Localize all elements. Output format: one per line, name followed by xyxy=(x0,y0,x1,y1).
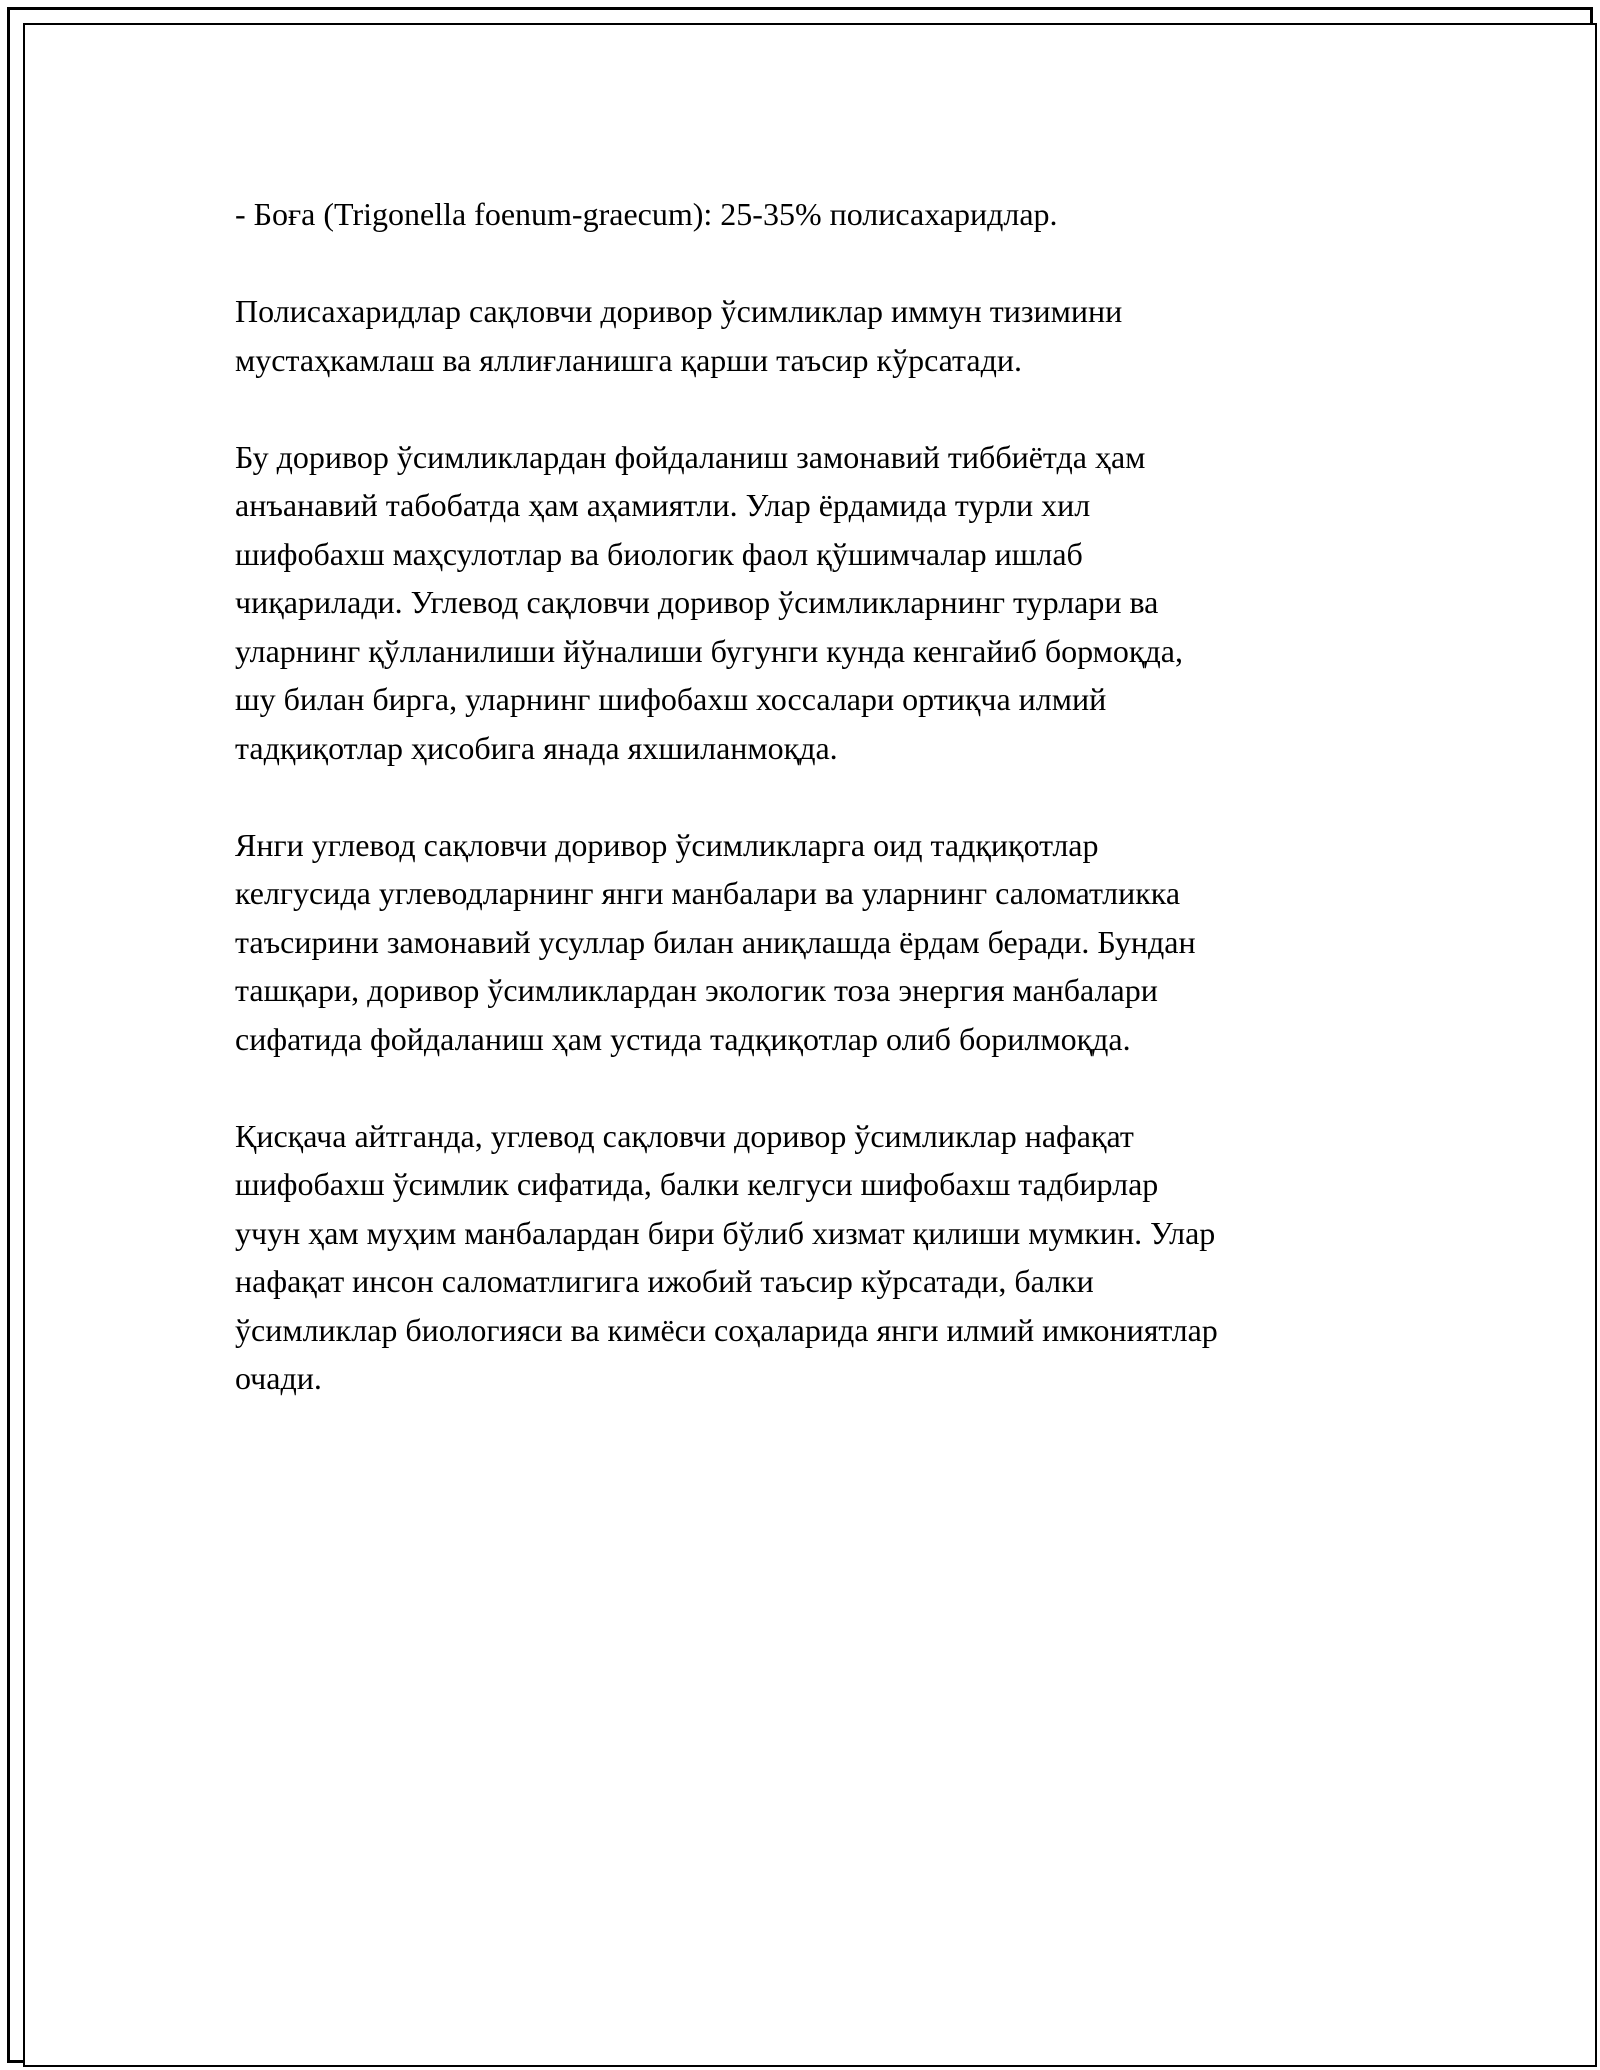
text-line: тадқиқотлар ҳисобига янада яхшиланмоқда. xyxy=(235,729,838,766)
text-line: учун ҳам муҳим манбалардан бири бўлиб хизмат қилиши мумкин. Улар xyxy=(235,1214,1216,1251)
paragraph xyxy=(235,190,1375,239)
text-line: шифобахш ўсимлик сифатида, балки келгуси шифобахш тадбирлар xyxy=(235,1166,1159,1202)
text-line: нафақат инсон саломатлигига ижобий таъсир кўрсатади, балки xyxy=(235,1263,1094,1299)
document-body xyxy=(235,190,1375,1451)
text-line: ўсимликлар биологияси ва кимёси соҳаларида янги илмий имкониятлар xyxy=(235,1311,1218,1348)
text-line: мустаҳкамлаш ва яллиғланишга қарши таъсир кўрсатади. xyxy=(235,341,1023,378)
text-line: чиқарилади. Углевод сақловчи доривор ўсимликларнинг турлари ва xyxy=(235,584,1159,620)
text-line: уларнинг қўлланилиши йўналиши бугунги кунда кенгайиб бормоқда, xyxy=(235,632,1183,669)
text-line: сифатида фойдаланиш ҳам устида тадқиқотлар олиб борилмоқда. xyxy=(235,1020,1131,1057)
paragraph xyxy=(235,1112,1375,1403)
text-line: шифобахш маҳсулотлар ва биологик фаол қўшимчалар ишлаб xyxy=(235,535,1083,572)
text-line: Бу доривор ўсимликлардан фойдаланиш замонавий тиббиётда ҳам xyxy=(235,438,1146,475)
text-line: Полисахаридлар сақловчи доривор ўсимликлар иммун тизимини xyxy=(235,293,1123,329)
text-line: Қисқача айтганда, углевод сақловчи доривор ўсимликлар нафақат xyxy=(235,1117,1134,1154)
text-line: келгусида углеводларнинг янги манбалари ва уларнинг саломатликка xyxy=(235,875,1181,911)
text-line: очади. xyxy=(235,1360,322,1396)
text-line: анъанавий табобатда ҳам аҳамиятли. Улар ёрдамида турли хил xyxy=(235,487,1091,523)
text-line: шу билан бирга, уларнинг шифобахш хоссалари ортиқча илмий xyxy=(235,681,1107,717)
text-line: - Боға (Trigonella foenum-graecum): 25-35% полисахаридлар. xyxy=(235,196,1058,232)
text-line: ташқари, доривор ўсимликлардан экологик тоза энергия манбалари xyxy=(235,972,1158,1008)
paragraph xyxy=(235,821,1375,1064)
paragraph xyxy=(235,287,1375,384)
paragraph xyxy=(235,433,1375,773)
text-line: таъсирини замонавий усуллар билан аниқлашда ёрдам беради. Бундан xyxy=(235,923,1196,960)
text-line: Янги углевод сақловчи доривор ўсимликларга оид тадқиқотлар xyxy=(235,826,1099,863)
